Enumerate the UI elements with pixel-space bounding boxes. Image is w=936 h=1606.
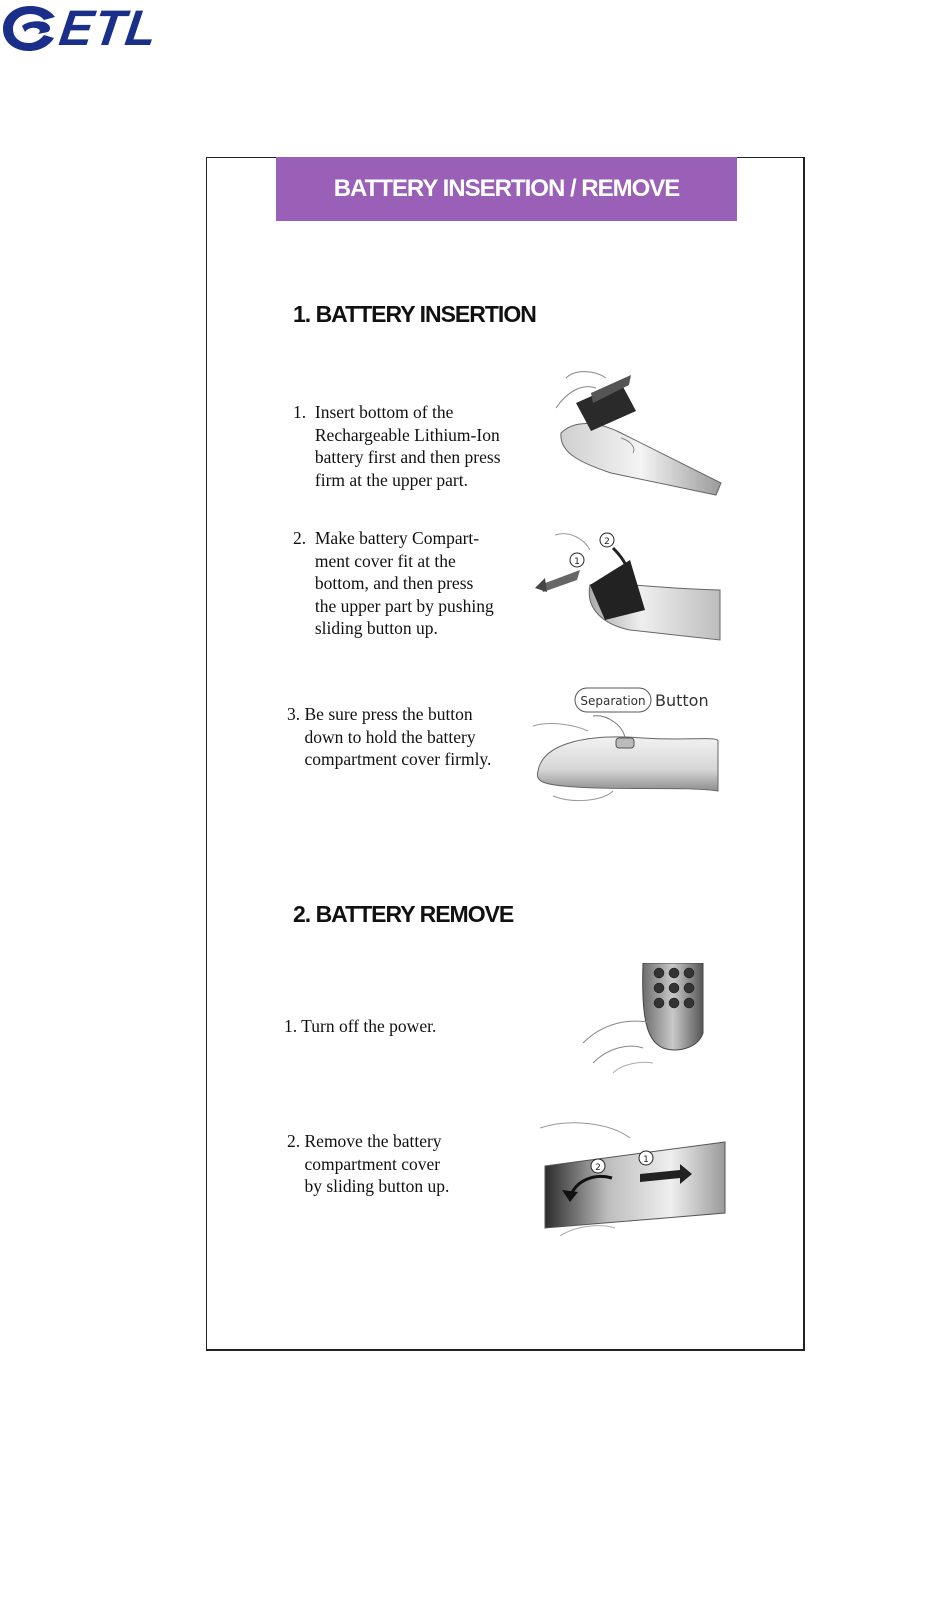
section-heading-remove: 2. BATTERY REMOVE <box>293 901 514 927</box>
remove-step-1: 1. Turn off the power. <box>284 1016 437 1036</box>
etl-logo-swirl-icon <box>0 2 62 54</box>
section-heading-insertion: 1. BATTERY INSERTION <box>293 301 536 327</box>
instruction-panel <box>206 157 805 1351</box>
etl-logo <box>0 0 170 62</box>
button-label: Button <box>655 691 709 710</box>
insertion-step-3: 3. Be sure press the button down to hold the battery compartment cover firmly. <box>287 704 492 769</box>
callout-1b: 1 <box>643 1155 649 1165</box>
remove-step-2: 2. Remove the battery compartment cover by sliding button up. <box>287 1131 450 1196</box>
separation-label: Separation <box>580 694 646 708</box>
insertion-step-2: 2. Make battery Compart- ment cover fit at the bottom, and then press the upper part by pushing sliding button up. <box>293 528 494 638</box>
callout-2: 2 <box>604 537 610 547</box>
cover-slide-illustration <box>540 1118 735 1238</box>
cover-fit-illustration <box>535 530 725 652</box>
brand-name: ETL <box>56 0 162 56</box>
callout-1: 1 <box>574 557 580 567</box>
banner-title: BATTERY INSERTION / REMOVE <box>333 175 680 202</box>
insertion-step-1: 1. Insert bottom of the Rechargeable Lithium-Ion battery first and then press firm at the upper part. <box>293 402 501 490</box>
separation-button-illustration <box>533 686 733 808</box>
title-banner <box>276 157 737 221</box>
keypad-power-off-illustration <box>573 963 708 1081</box>
callout-2b: 2 <box>595 1163 601 1173</box>
battery-insert-illustration <box>551 363 731 498</box>
